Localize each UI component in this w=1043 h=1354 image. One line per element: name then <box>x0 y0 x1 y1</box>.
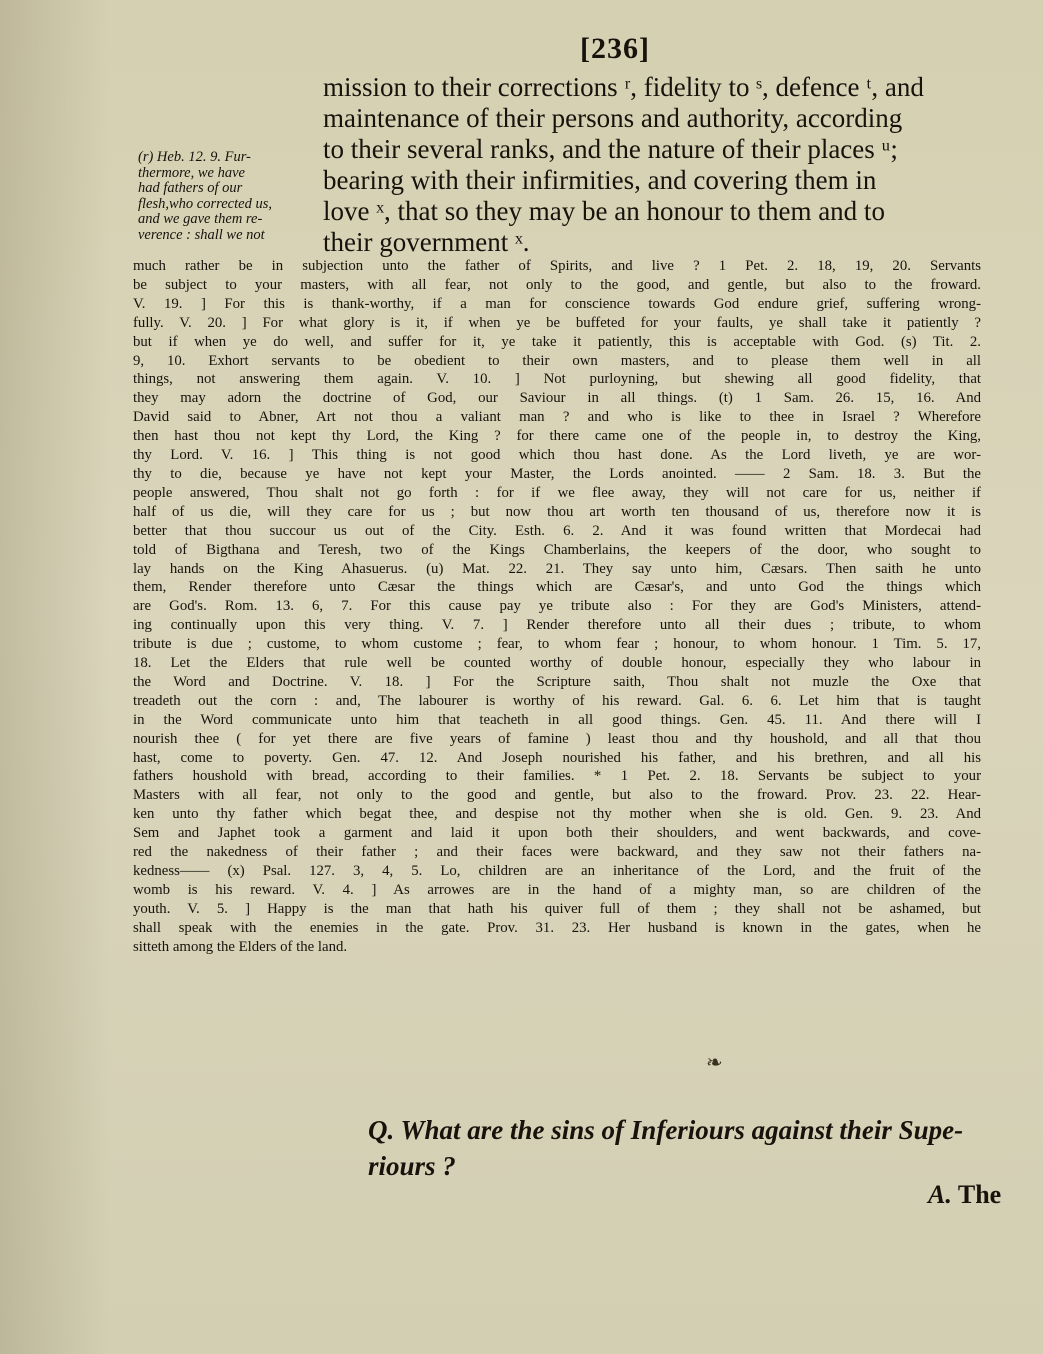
footnote-line: fathers houshold with bread, according to their families. * 1 Pet. 2. 18. Servants be subject to your <box>133 768 981 785</box>
footnote-line: people answered, Thou shalt not go forth : for if we flee away, they will not care for us, neither if <box>133 484 981 501</box>
footnote-line: but if when ye do well, and suffer for it, ye take it patiently, this is acceptable with God. (s) Tit. 2. <box>133 333 981 350</box>
footnote-line: them, Render therefore unto Cæsar the things which are Cæsar's, and unto God the things which <box>133 579 981 596</box>
footnote-line: things, not answering them again. V. 10. ] Not purloyning, but shewing all good fidelity, that <box>133 371 981 388</box>
main-text-line: mission to their corrections ʳ, fidelity to ˢ, defence ᵗ, and <box>323 72 924 102</box>
footnote-line: lay hands on the King Ahasuerus. (u) Mat. 22. 21. They say unto him, Cæsars. Then saith he unto <box>133 560 981 577</box>
main-text-line: love ˣ, that so they may be an honour to them and to <box>323 196 885 226</box>
footnote-line: better that thou succour us out of the City. Esth. 6. 2. And it was found written that Mordecai had <box>133 522 981 539</box>
footnote-line: then hast thou not kept thy Lord, the King ? for there came one of the people in, to destroy the King, <box>133 428 981 445</box>
footnote-line: ing continually upon this very thing. V. 7. ] Render therefore unto all their dues ; tribute, to whom <box>133 617 981 634</box>
footnote-line: youth. V. 5. ] Happy is the man that hath his quiver full of them ; they shall not be ashamed, but <box>133 900 981 917</box>
page-gutter-shadow <box>0 0 110 1354</box>
footnote-line: 18. Let the Elders that rule well be counted worthy of double honour, especially they who labour in <box>133 655 981 672</box>
footnote-line: Masters with all fear, not only to the good and gentle, but also to the froward. Prov. 23. 22. Hear- <box>133 787 981 804</box>
footnote-line: fully. V. 20. ] For what glory is it, if when ye be buffeted for your faults, ye shall take it patiently ? <box>133 314 981 331</box>
margin-note <box>138 150 318 243</box>
footnote-line: thy Lord. V. 16. ] This thing is not good which thou hast done. As the Lord liveth, ye are wor- <box>133 447 981 464</box>
main-text-line: their government ˣ. <box>323 227 530 257</box>
margin-note-line: had fathers of our <box>138 180 243 196</box>
footnote-line: are God's. Rom. 13. 6, 7. For this cause pay ye tribute also : For they are God's Ministers, attend- <box>133 598 981 615</box>
footnote-line: treadeth out the corn : and, The labourer is worthy of his reward. Gal. 6. 6. Let him that is taught <box>133 692 981 709</box>
margin-note-line: thermore, we have <box>138 164 245 181</box>
footnote-line: much rather be in subjection unto the father of Spirits, and live ? 1 Pet. 2. 18, 19, 20. Servants <box>133 258 981 274</box>
footnote-line: told of Bigthana and Teresh, two of the Kings Chamberlains, the keepers of the door, who sought to <box>133 541 981 558</box>
question-line: Q. What are the sins of Inferiours against their Supe- <box>368 1115 964 1145</box>
catchword-text: The <box>957 1180 1002 1209</box>
main-text-line: bearing with their infirmities, and covering them in <box>323 165 877 195</box>
footnote-line: kedness—— (x) Psal. 127. 3, 4, 5. Lo, children are an inheritance of the Lord, and the fruit of the <box>133 863 981 879</box>
footnote-line: be subject to your masters, with all fear, not only to the good, and gentle, but also to the froward. <box>133 276 981 293</box>
margin-note-line: flesh,who corrected us, <box>138 195 272 212</box>
footnote-line: red the nakedness of their father ; and their faces were backward, and they saw not their fathers na- <box>133 844 981 861</box>
footnote-block <box>133 257 981 957</box>
footnote-line: half of us die, will they care for us ; but now thou art worth ten thousand of us, therefore now it is <box>133 503 981 520</box>
question-line: riours ? <box>368 1151 456 1181</box>
page-number: [236] <box>580 32 650 65</box>
footnote-line: thy to die, because ye have not kept your Master, the Lords anointed. —— 2 Sam. 18. 3. But the <box>133 465 981 482</box>
footnote-line: hast, come to poverty. Gen. 47. 12. And Joseph nourished his father, and his brethren, and all his <box>133 749 981 766</box>
footnote-line: V. 19. ] For this is thank-worthy, if a man for conscience towards God endure grief, suffering wrong- <box>133 295 981 312</box>
margin-note-line: verence : shall we not <box>138 226 265 243</box>
footnote-line: 9, 10. Exhort servants to be obedient to their own masters, and to please them well in all <box>133 352 981 369</box>
main-text-line: to their several ranks, and the nature of their places ᵘ; <box>323 134 898 164</box>
footnote-line: womb is his reward. V. 4. ] As arrowes are in the hand of a mighty man, so are children of the <box>133 881 981 898</box>
printer-ornament: ❧ <box>706 1052 723 1074</box>
footnote-line: ken unto thy father which begat thee, and despise not thy mother when she is old. Gen. 9. 23. And <box>133 806 981 823</box>
catchword <box>928 1180 1001 1210</box>
footnote-line: nourish thee ( for yet there are five years of famine ) least thou and thy houshold, and all that thou <box>133 730 981 747</box>
footnote-line: tribute is due ; custome, to whom custome ; fear, to whom fear ; honour, to whom honour. 1 Tim. 5. 17, <box>133 636 981 653</box>
footnote-line: sitteth among the Elders of the land. <box>133 938 348 955</box>
footnote-line: they may adorn the doctrine of God, our Saviour in all things. (t) 1 Sam. 26. 15, 16. And <box>133 390 981 407</box>
footnote-line: David said to Abner, Art not thou a valiant man ? and who is like to thee in Israel ? Wherefore <box>133 409 981 426</box>
footnote-line: the Word and Doctrine. V. 18. ] For the Scripture saith, Thou shalt not muzle the Oxe that <box>133 673 981 690</box>
main-text-line: maintenance of their persons and authority, according <box>323 103 903 133</box>
margin-note-line: and we gave them re- <box>138 211 263 227</box>
question-heading <box>368 1112 983 1184</box>
answer-mark: A. <box>928 1180 952 1209</box>
footnote-line: in the Word communicate unto him that teacheth in all good things. Gen. 45. 11. And there will I <box>133 711 981 728</box>
footnote-line: Sem and Japhet took a garment and laid it upon both their shoulders, and went backwards, and cove- <box>133 825 981 842</box>
margin-note-line: (r) Heb. 12. 9. Fur- <box>138 149 251 165</box>
footnote-line: shall speak with the enemies in the gate. Prov. 31. 23. Her husband is known in the gates, when he <box>133 919 981 936</box>
main-text-block <box>323 72 975 258</box>
